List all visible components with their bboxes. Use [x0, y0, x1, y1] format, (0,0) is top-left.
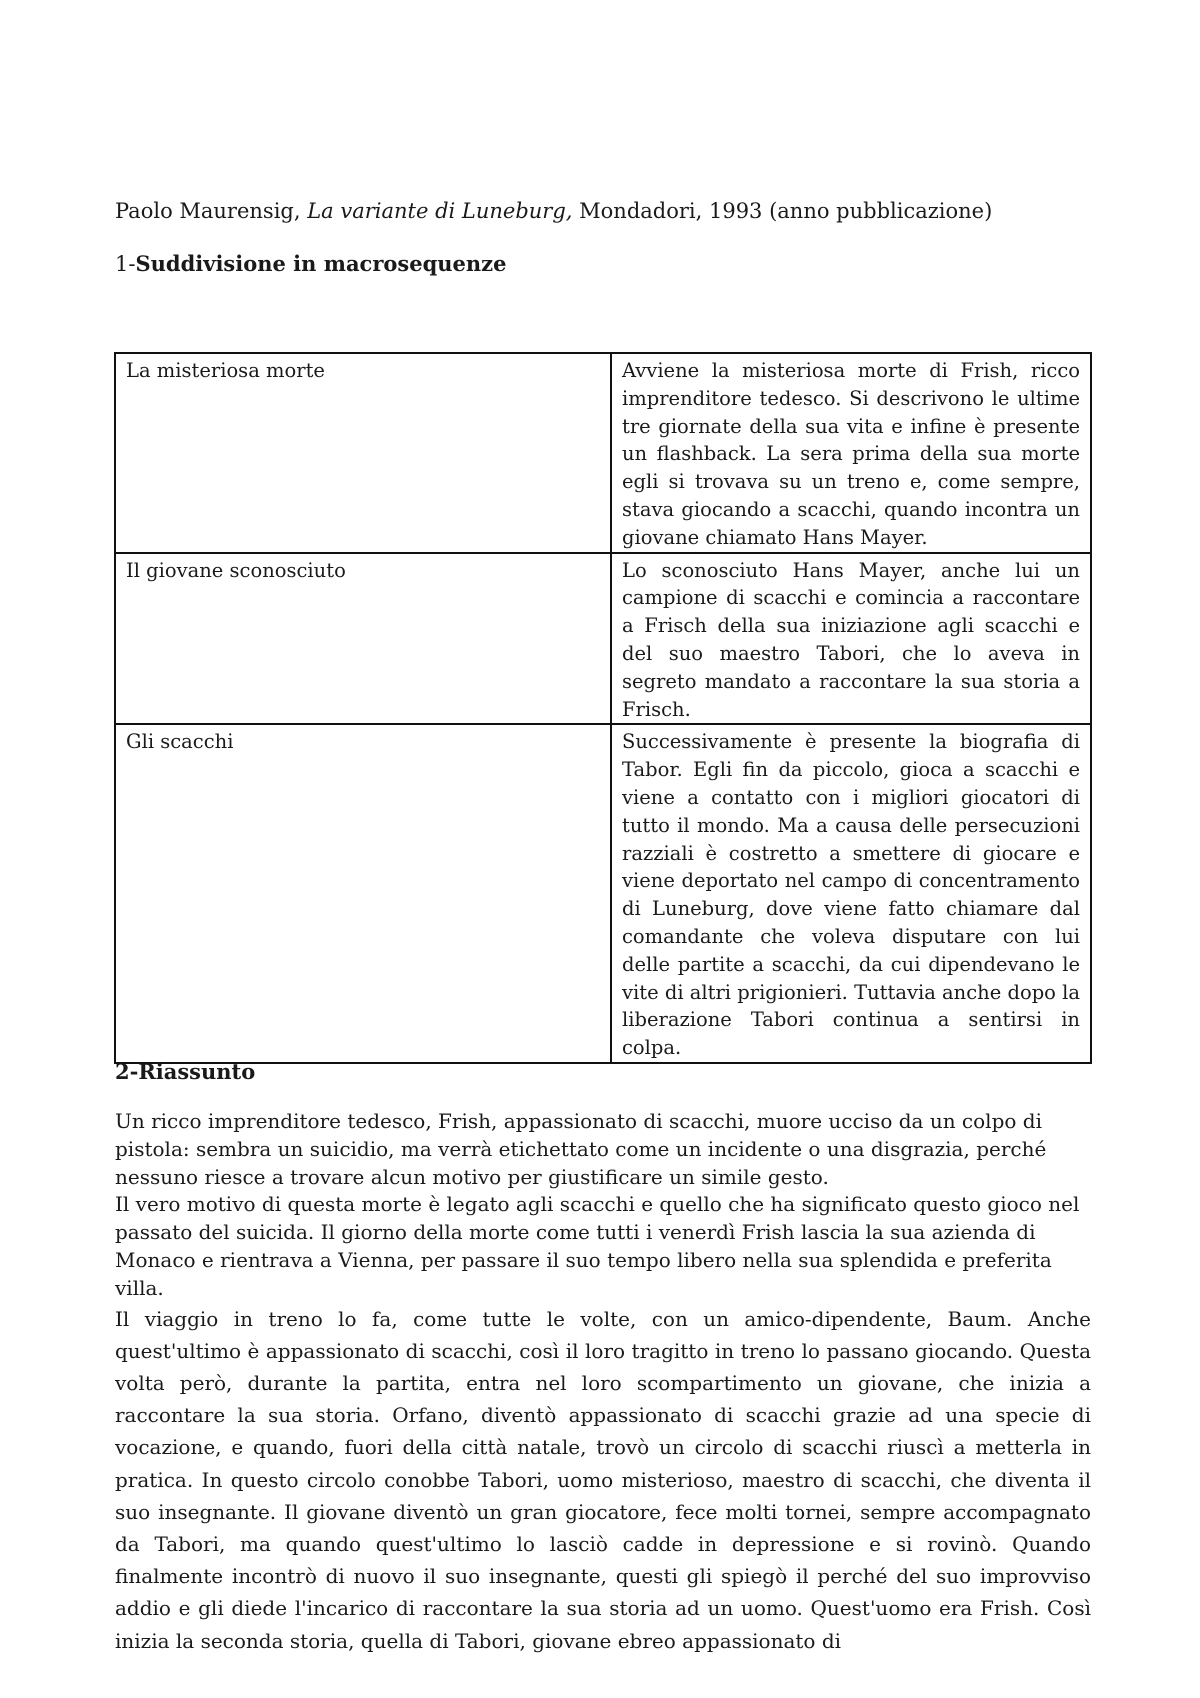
citation-title: La variante di Luneburg, [307, 199, 573, 223]
macrosequence-table [114, 352, 1092, 1064]
table-row [115, 353, 1091, 553]
sequence-description-cell: Lo sconosciuto Hans Mayer, anche lui un campione di scacchi e comincia a raccontare a Frisch della sua iniziazione agli scacchi e del suo maestro Tabori, che lo aveva in segreto mandato a raccontare la sua storia a Frisch. [611, 553, 1091, 725]
summary-text [115, 1108, 1091, 1657]
section-heading-macrosequenze [115, 250, 506, 278]
sequence-description-cell: Successivamente è presente la biografia di Tabor. Egli fin da piccolo, gioca a scacchi e viene a contatto con i migliori giocatori di tutto il mondo. Ma a causa delle persecuzioni razziali è costretto a smettere di giocare e viene deportato nel campo di concentramento di Luneburg, dove viene fatto chiamare dal comandante che voleva disputare con lui delle partite a scacchi, da cui dipendevano le vite di altri prigionieri. Tuttavia anche dopo la liberazione Tabori continua a sentirsi in colpa. [611, 724, 1091, 1063]
citation-author: Paolo Maurensig, [115, 199, 308, 223]
summary-paragraph: Un ricco imprenditore tedesco, Frish, appassionato di scacchi, muore ucciso da un colpo di pistola: sembra un suicidio, ma verrà etichettato come un incidente o una disgrazia, perché nessuno riesce a trovare alcun motivo per giustificare un simile gesto. [115, 1109, 1047, 1189]
section-heading-riassunto [115, 1058, 255, 1086]
table-row [115, 724, 1091, 1063]
table-row [115, 553, 1091, 725]
section-number: 1- [115, 252, 136, 276]
sequence-title-cell: Gli scacchi [115, 724, 611, 1063]
sequence-title-cell: La misteriosa morte [115, 353, 611, 553]
section-title: 2-Riassunto [115, 1059, 256, 1084]
summary-paragraph: Il viaggio in treno lo fa, come tutte le volte, con un amico-dipendente, Baum. Anche quest'ultimo è appassionato di scacchi, così il loro tragitto in treno lo passano giocando. Questa volta però, durante la partita, entra nel loro scompartimento un giovane, che inizia a raccontare la sua storia. Orfano, diventò appassionato di scacchi grazie ad una specie di vocazione, e quando, fuori della città natale, trovò un circolo di scacchi riuscì a metterla in pratica. In questo circolo conobbe Tabori, uomo misterioso, maestro di scacchi, che diventa il suo insegnante. Il giovane diventò un gran giocatore, fece molti tornei, sempre accompagnato da Tabori, ma quando quest'ultimo lo lasciò cadde in depressione e si rovinò. Quando finalmente incontrò di nuovo il suo insegnante, questi gli spiegò il perché del suo improvviso addio e gli diede l'incarico di raccontare la sua storia ad un uomo. Quest'uomo era Frish. Così inizia la seconda storia, quella di Tabori, giovane ebreo appassionato di [115, 1306, 1091, 1653]
sequence-description-cell: Avviene la misteriosa morte di Frish, ricco imprenditore tedesco. Si descrivono le ultime tre giornate della sua vita e infine è presente un flashback. La sera prima della sua morte egli si trovava su un treno e, come sempre, stava giocando a scacchi, quando incontra un giovane chiamato Hans Mayer. [611, 353, 1091, 553]
summary-paragraph: Il vero motivo di questa morte è legato agli scacchi e quello che ha significato questo gioco nel passato del suicida. Il giorno della morte come tutti i venerdì Frish lascia la sua azienda di Monaco e rientrava a Vienna, per passare il suo tempo libero nella sua splendida e preferita villa. [115, 1192, 1080, 1300]
book-citation [115, 197, 992, 225]
sequence-title-cell: Il giovane sconosciuto [115, 553, 611, 725]
section-title: Suddivisione in macrosequenze [135, 251, 507, 276]
citation-publisher-year: Mondadori, 1993 (anno pubblicazione) [572, 199, 993, 223]
